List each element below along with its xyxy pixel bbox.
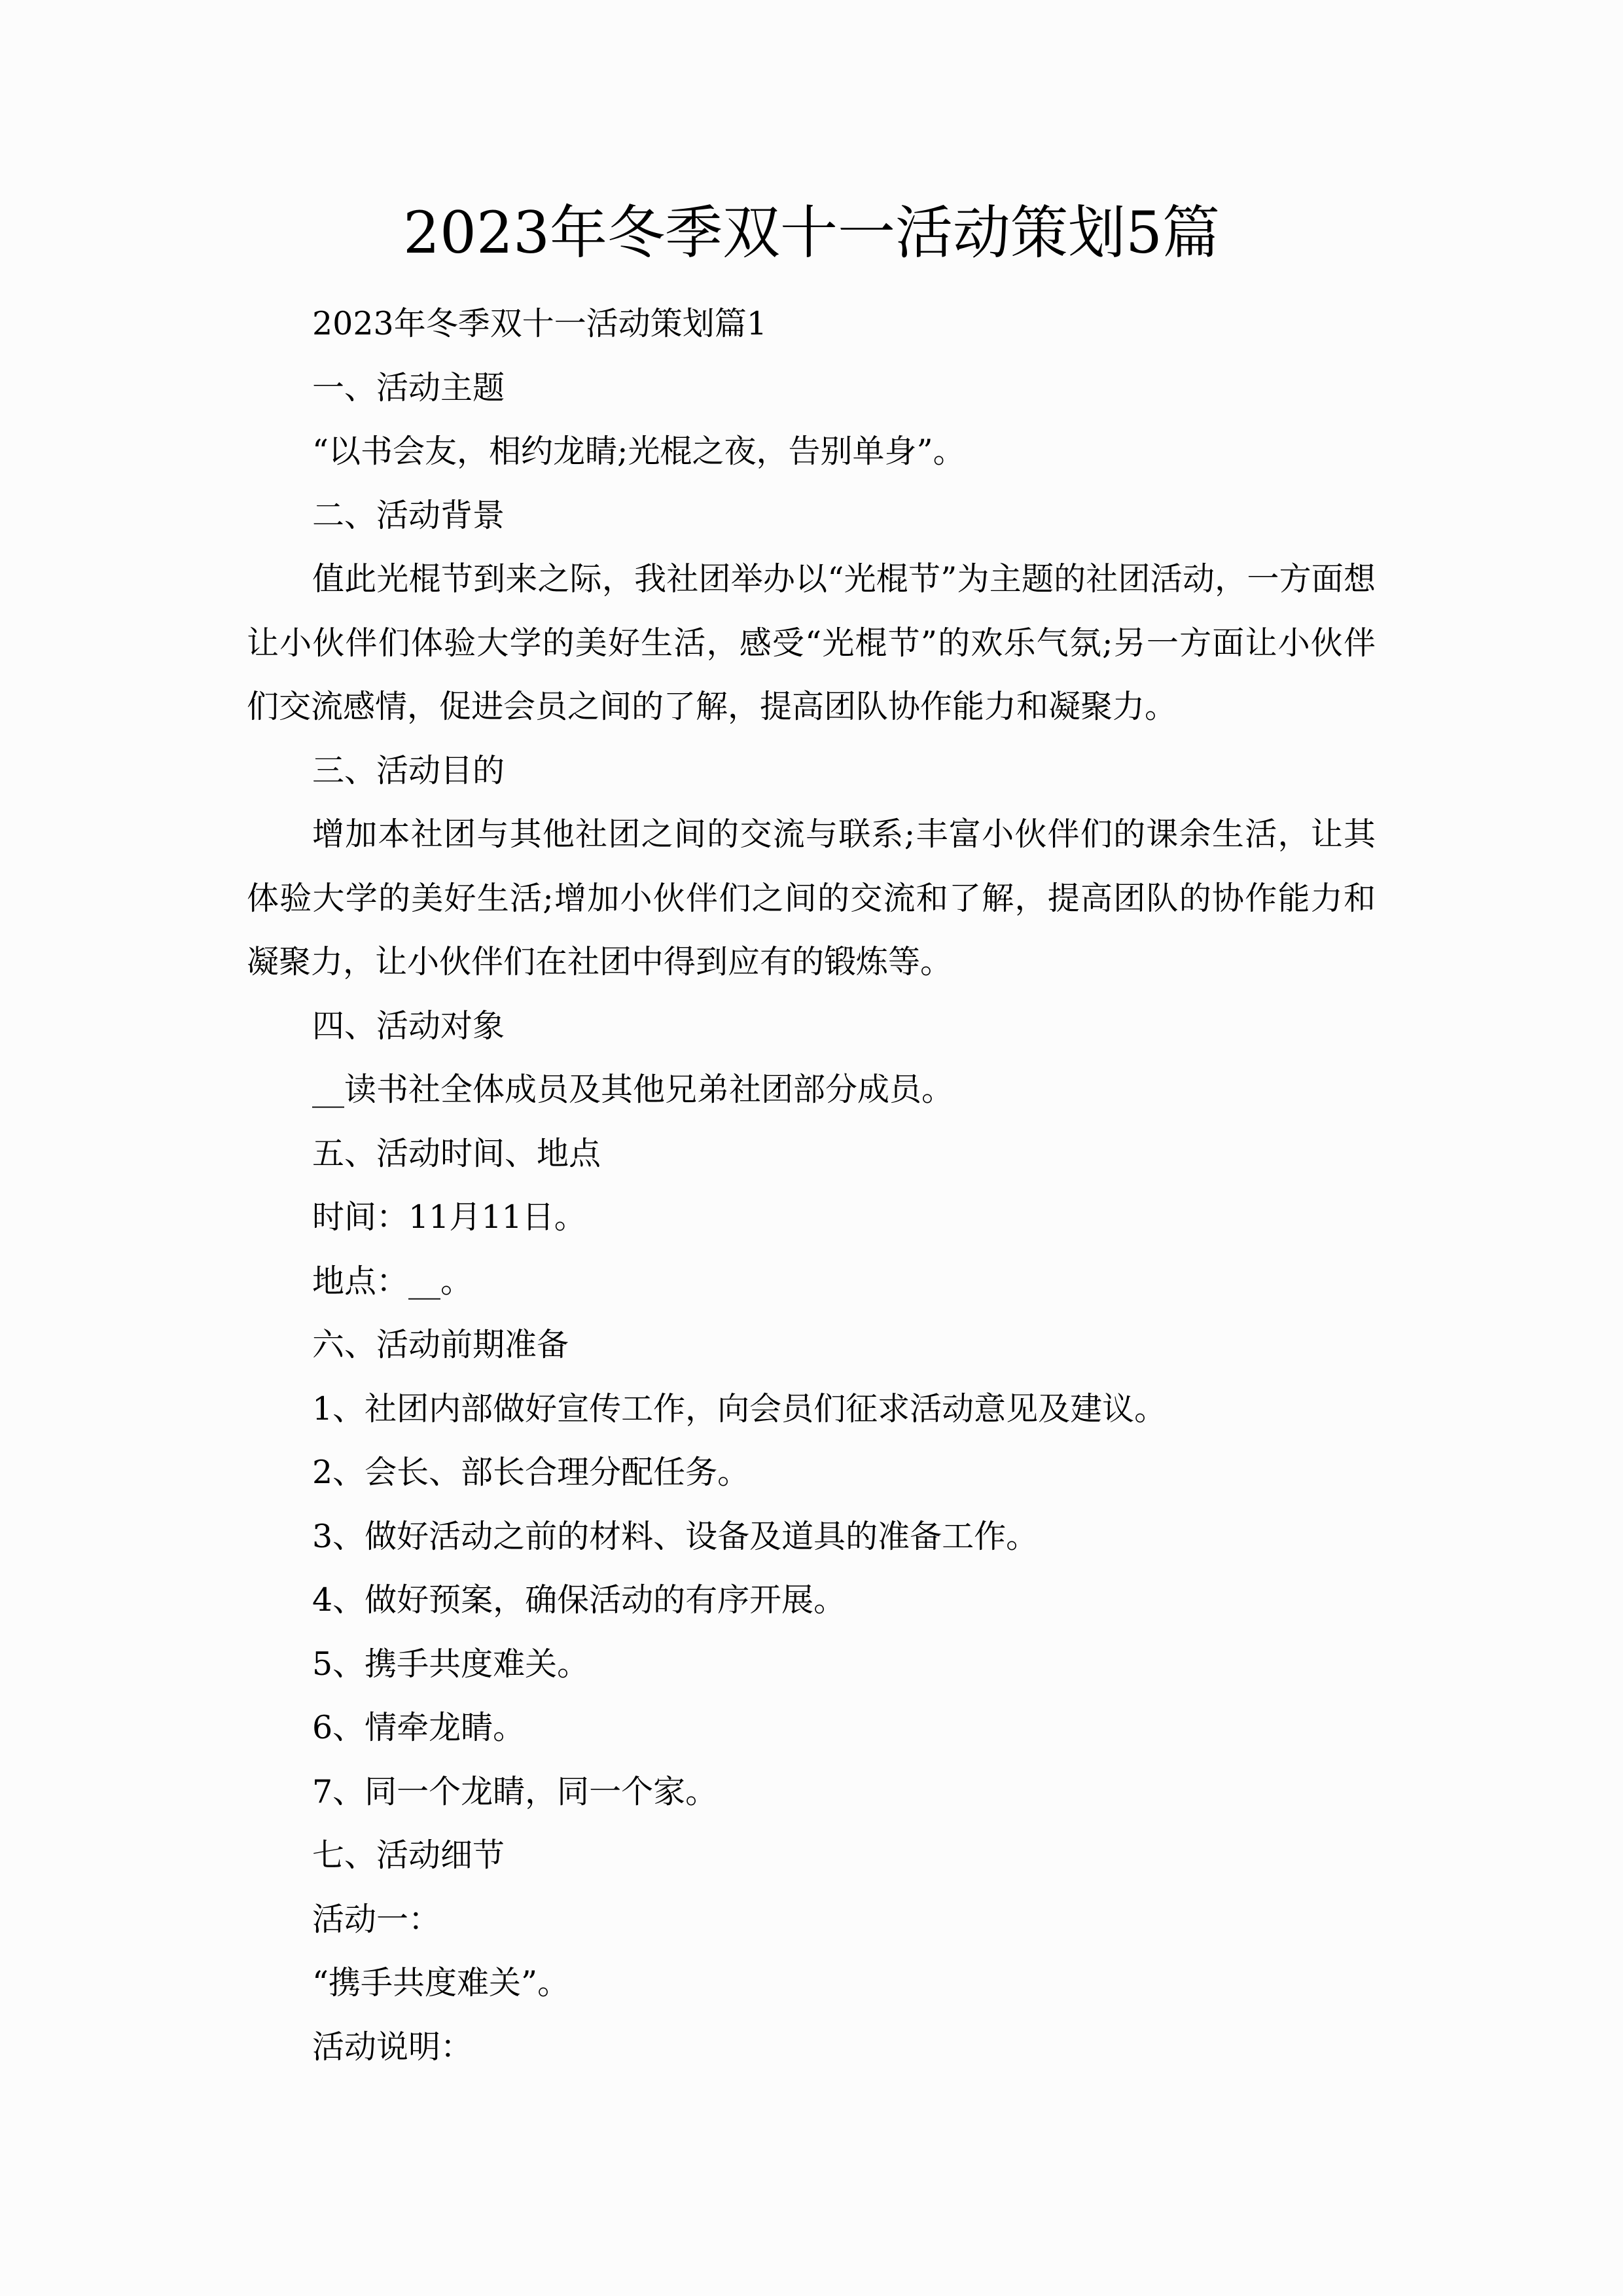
- list-item: 1、社团内部做好宣传工作，向会员们征求活动意见及建议。: [312, 1390, 1167, 1427]
- list-item: 4、做好预案，确保活动的有序开展。: [312, 1581, 846, 1619]
- list-item: 3、做好活动之前的材料、设备及道具的准备工作。: [312, 1517, 1039, 1555]
- paragraph-location: 地点：__。: [312, 1262, 473, 1300]
- document-body: [247, 292, 1376, 2079]
- paragraph-background: 值此光棍节到来之际，我社团举办以“光棍节”为主题的社团活动，一方面想让小伙伴们体验大学的美好生活，感受“光棍节”的欢乐气氛;另一方面让小伙伴们交流感情，促进会员之间的了解，提高团队协作能力和凝聚力。: [247, 560, 1376, 725]
- list-item: 2、会长、部长合理分配任务。: [312, 1454, 750, 1491]
- heading-activity-audience: 四、活动对象: [312, 1007, 505, 1045]
- paragraph-audience: __读书社全体成员及其他兄弟社团部分成员。: [312, 1071, 954, 1108]
- paragraph-activity-one-name: “携手共度难关”。: [312, 1964, 570, 2001]
- document-title: 2023年冬季双十一活动策划5篇: [403, 199, 1220, 266]
- heading-time-location: 五、活动时间、地点: [312, 1134, 601, 1172]
- section-subtitle: 2023年冬季双十一活动策划篇1: [312, 305, 767, 342]
- paragraph-time: 时间：11月11日。: [312, 1198, 586, 1236]
- heading-activity-background: 二、活动背景: [312, 496, 505, 534]
- heading-activity-purpose: 三、活动目的: [312, 751, 505, 789]
- heading-preparation: 六、活动前期准备: [312, 1326, 569, 1363]
- paragraph-activity-one-label: 活动一：: [312, 1900, 441, 1938]
- heading-activity-details: 七、活动细节: [312, 1837, 505, 1874]
- list-item: 7、同一个龙睛，同一个家。: [312, 1772, 718, 1810]
- list-item: 5、携手共度难关。: [312, 1645, 590, 1683]
- list-item: 6、情牵龙睛。: [312, 1709, 526, 1746]
- paragraph-theme-slogan: “以书会友，相约龙睛;光棍之夜，告别单身”。: [312, 433, 965, 470]
- paragraph-purpose: 增加本社团与其他社团之间的交流与联系;丰富小伙伴们的课余生活，让其体验大学的美好生活;增加小伙伴们之间的交流和了解，提高团队的协作能力和凝聚力，让小伙伴们在社团中得到应有的锻炼等。: [247, 816, 1376, 980]
- heading-activity-theme: 一、活动主题: [312, 368, 505, 406]
- paragraph-activity-description-label: 活动说明：: [312, 2028, 473, 2066]
